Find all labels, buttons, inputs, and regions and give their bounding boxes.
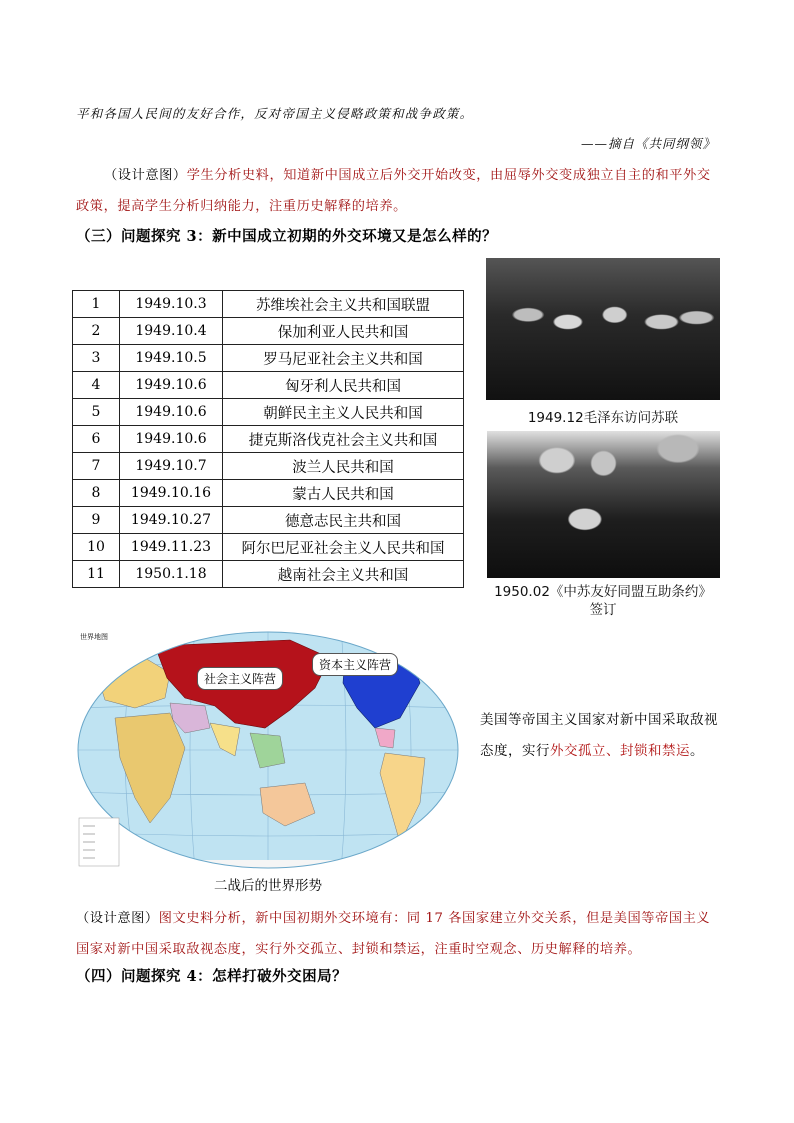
- table-row: [73, 426, 464, 453]
- photo1-caption: 1949.12毛泽东访问苏联: [527, 410, 679, 426]
- table-row: [73, 345, 464, 372]
- row-number: 7: [73, 453, 120, 480]
- row-country: 捷克斯洛伐克社会主义共和国: [223, 426, 464, 453]
- design-intent-lead-2: （设计意图）: [76, 911, 159, 926]
- map-caption: 二战后的世界形势: [214, 878, 322, 894]
- row-country: 苏维埃社会主义共和国联盟: [223, 291, 464, 318]
- row-number: 5: [73, 399, 120, 426]
- row-date: 1949.10.6: [120, 399, 223, 426]
- table-row: [73, 372, 464, 399]
- side-text-part1: 美国等帝国主义国家对新中国采取敌视态度，实行: [480, 712, 718, 759]
- design-intent-lead: （设计意图）: [104, 168, 187, 183]
- photo2-caption-line1: 1950.02《中苏友好同盟互助条约》: [494, 584, 712, 600]
- photo2-caption: [478, 583, 728, 619]
- row-number: 8: [73, 480, 120, 507]
- row-date: 1949.10.6: [120, 372, 223, 399]
- row-country: 阿尔巴尼亚社会主义人民共和国: [223, 534, 464, 561]
- design-intent-body: 学生分析史料，知道新中国成立后外交开始改变，由屈辱外交变成独立自主的和平外交政策，提高学生分析归纳能力，注重历史解释的培养。: [76, 168, 711, 214]
- side-explanation: [480, 705, 720, 767]
- table-row: [73, 507, 464, 534]
- row-date: 1949.10.3: [120, 291, 223, 318]
- photo2-caption-line2: 签订: [589, 602, 617, 618]
- row-number: 10: [73, 534, 120, 561]
- row-country: 越南社会主义共和国: [223, 561, 464, 588]
- row-date: 1949.10.27: [120, 507, 223, 534]
- design-intent-body-2: 图文史料分析，新中国初期外交环境有：同 17 各国家建立外交关系，但是美国等帝国主义国家对新中国采取敌视态度，实行外交孤立、封锁和禁运，注重时空观念、历史解释的培养。: [76, 911, 711, 957]
- map-legend: [79, 818, 119, 866]
- row-date: 1949.10.16: [120, 480, 223, 507]
- table-row: [73, 399, 464, 426]
- world-map: [75, 628, 461, 871]
- section-heading-4: （四）问题探究 4：怎样打破外交困局？: [76, 968, 348, 985]
- design-intent-paragraph-2: [76, 903, 720, 965]
- table-row: [73, 534, 464, 561]
- side-text-highlight: 外交孤立、封锁和禁运: [550, 743, 690, 759]
- map-title: 世界地图: [80, 633, 108, 641]
- row-country: 罗马尼亚社会主义共和国: [223, 345, 464, 372]
- row-country: 波兰人民共和国: [223, 453, 464, 480]
- side-text-part3: 。: [690, 743, 704, 759]
- row-date: 1949.10.7: [120, 453, 223, 480]
- row-country: 朝鲜民主主义人民共和国: [223, 399, 464, 426]
- row-number: 3: [73, 345, 120, 372]
- row-number: 2: [73, 318, 120, 345]
- table-row: [73, 480, 464, 507]
- row-number: 4: [73, 372, 120, 399]
- diplomatic-relations-table: [72, 290, 464, 588]
- section-heading-3: （三）问题探究 3：新中国成立初期的外交环境又是怎么样的？: [76, 228, 498, 245]
- row-date: 1949.10.5: [120, 345, 223, 372]
- row-date: 1949.11.23: [120, 534, 223, 561]
- photo-mao-visit-ussr: [486, 258, 720, 400]
- table-row: [73, 291, 464, 318]
- row-country: 保加利亚人民共和国: [223, 318, 464, 345]
- intro-line: 平和各国人民间的友好合作，反对帝国主义侵略政策和战争政策。: [76, 106, 474, 121]
- row-date: 1949.10.6: [120, 426, 223, 453]
- row-date: 1950.1.18: [120, 561, 223, 588]
- row-country: 匈牙利人民共和国: [223, 372, 464, 399]
- source-line: ——摘自《共同纲领》: [580, 136, 716, 151]
- capitalist-bloc-label: 资本主义阵营: [312, 653, 398, 676]
- table-row: [73, 561, 464, 588]
- socialist-bloc-label: 社会主义阵营: [197, 667, 283, 690]
- photo-treaty-signing: [487, 431, 720, 578]
- design-intent-paragraph-1: [76, 160, 720, 222]
- table-row: [73, 318, 464, 345]
- row-date: 1949.10.4: [120, 318, 223, 345]
- row-number: 6: [73, 426, 120, 453]
- row-country: 蒙古人民共和国: [223, 480, 464, 507]
- row-number: 9: [73, 507, 120, 534]
- row-number: 11: [73, 561, 120, 588]
- row-number: 1: [73, 291, 120, 318]
- table-row: [73, 453, 464, 480]
- row-country: 德意志民主共和国: [223, 507, 464, 534]
